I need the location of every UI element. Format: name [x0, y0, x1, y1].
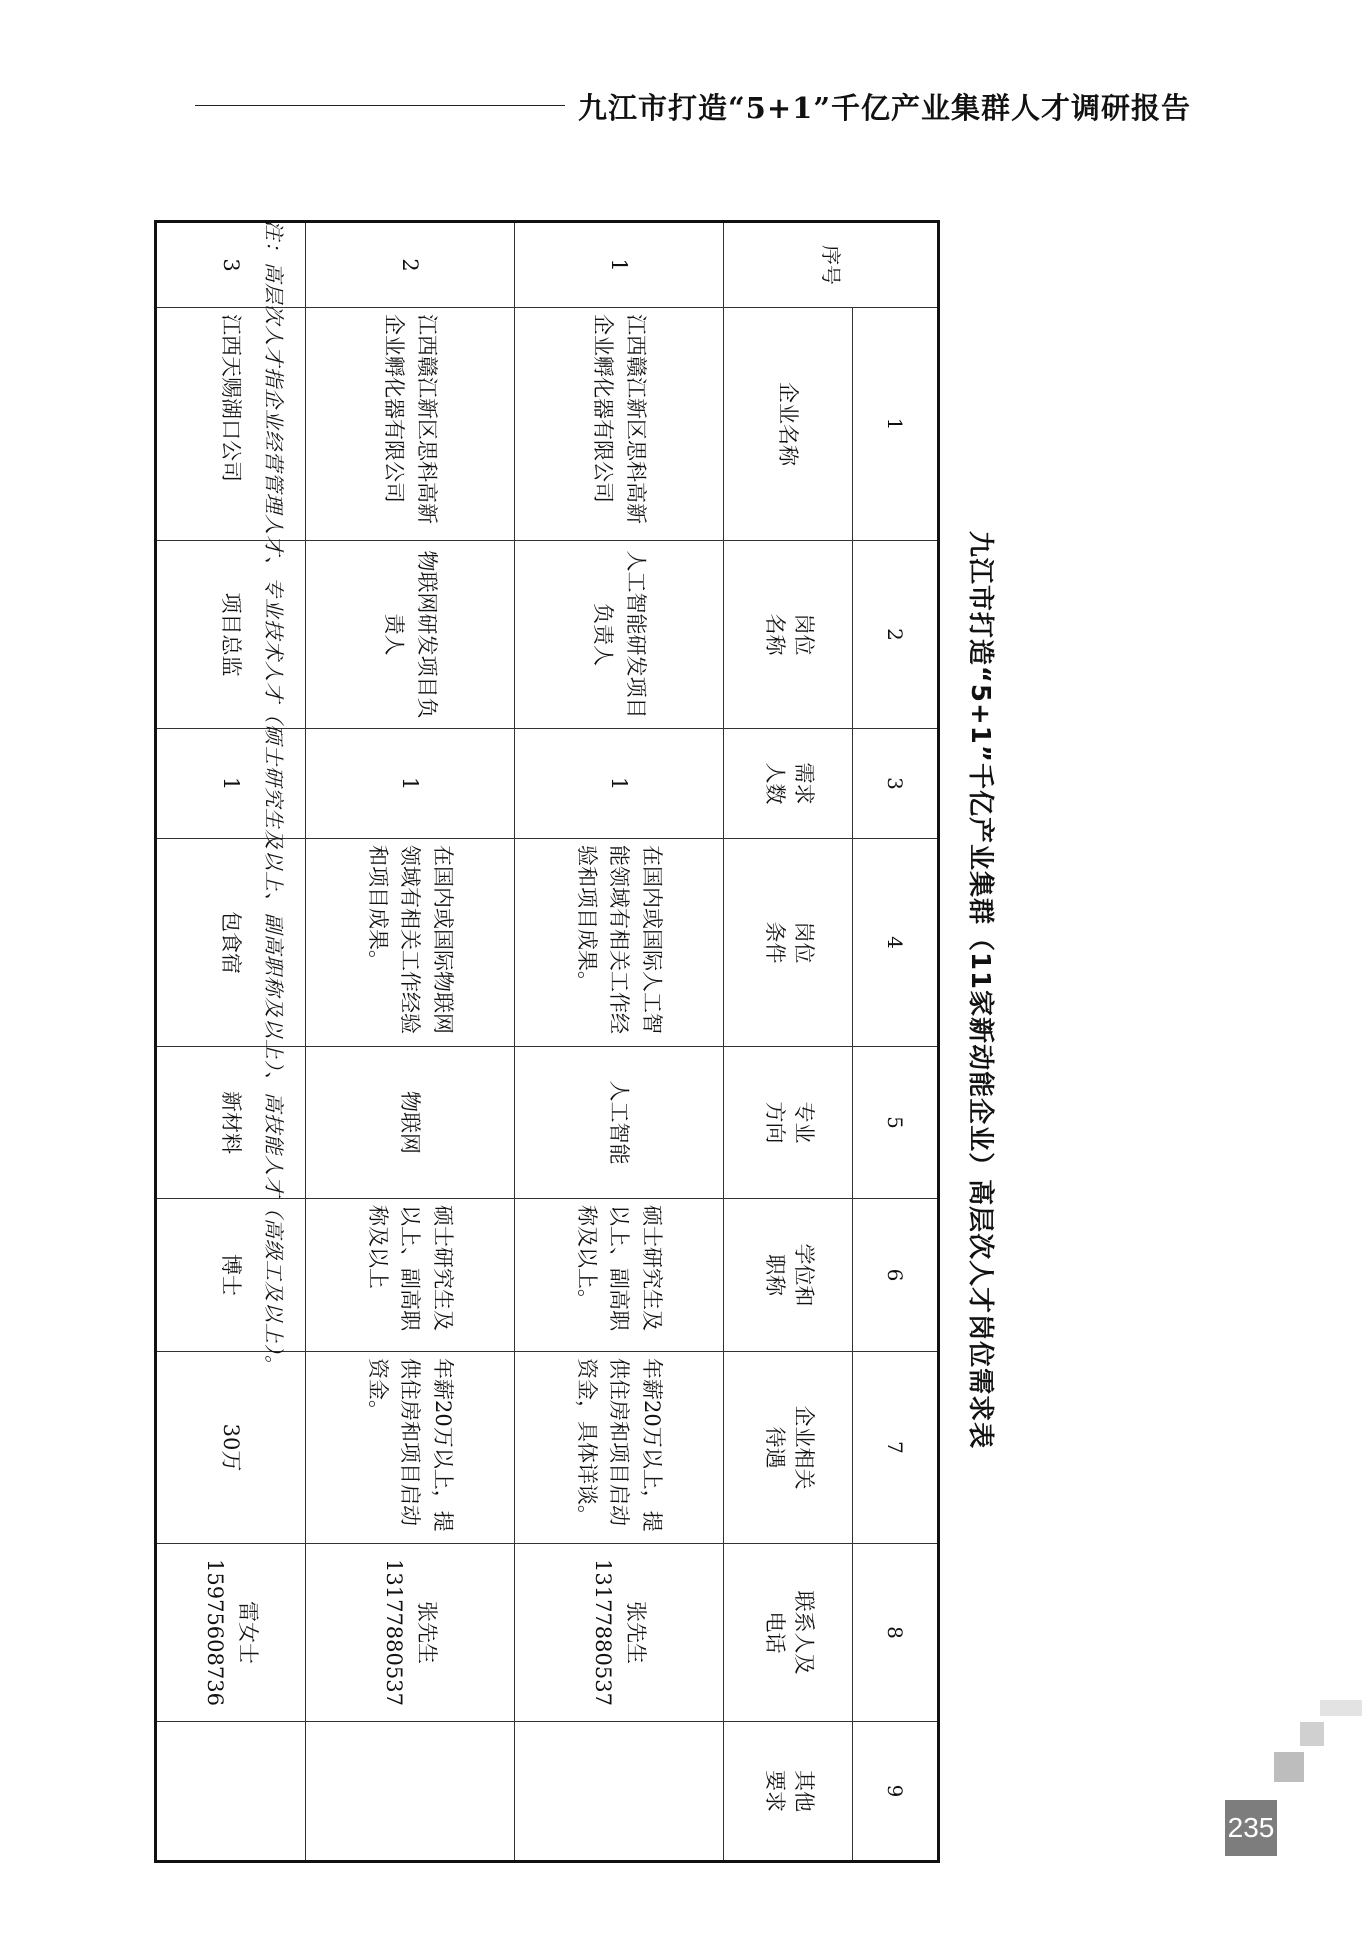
column-header: 需求人数 — [724, 729, 853, 839]
benefits-cell: 30万 — [156, 1352, 306, 1544]
major-cell: 物联网 — [306, 1047, 515, 1199]
running-header-title: 九江市打造“5+1”千亿产业集群人才调研报告 — [578, 91, 1192, 125]
column-header: 企业相关待遇 — [724, 1352, 853, 1544]
major-cell: 新材料 — [156, 1047, 306, 1199]
position-cell: 人工智能研发项目负责人 — [515, 541, 724, 729]
conditions-cell: 在国内或国际人工智能领域有相关工作经验和项目成果。 — [515, 839, 724, 1047]
contact-name: 张先生 — [414, 1601, 439, 1664]
position-cell: 物联网研发项目负责人 — [306, 541, 515, 729]
column-number: 2 — [853, 541, 939, 729]
count-cell: 1 — [515, 729, 724, 839]
page-number: 235 — [1225, 1800, 1277, 1856]
table-title: 九江市打造“5+1”千亿产业集群（11家新动能企业）高层次人才岗位需求表 — [965, 530, 995, 1450]
benefits-cell: 年薪20万以上，提供住房和项目启动资金，具体详谈。 — [515, 1352, 724, 1544]
column-number: 5 — [853, 1047, 939, 1199]
table-footnote: 注：高层次人才指企业经营管理人才、专业技术人才（硕士研究生及以上、副高职称及以上）、高技能人才（高级工及以上）。 — [262, 220, 286, 1376]
column-header: 学位和职称 — [724, 1199, 853, 1352]
contact-name: 雷女士 — [235, 1601, 260, 1664]
conditions-cell: 在国内或国际物联网领域有相关工作经验和项目成果。 — [306, 839, 515, 1047]
degree-cell: 博士 — [156, 1199, 306, 1352]
conditions-cell: 包食宿 — [156, 839, 306, 1047]
header-rule — [195, 105, 565, 106]
other-cell — [306, 1722, 515, 1862]
column-number: 1 — [853, 308, 939, 541]
degree-cell: 硕士研究生及以上、副高职称及以上 — [306, 1199, 515, 1352]
column-header: 岗位名称 — [724, 541, 853, 729]
contact-phone: 13177880537 — [591, 1559, 615, 1706]
column-header: 岗位条件 — [724, 839, 853, 1047]
column-number: 6 — [853, 1199, 939, 1352]
benefits-cell: 年薪20万以上，提供住房和项目启动资金。 — [306, 1352, 515, 1544]
decorative-square — [1274, 1752, 1304, 1782]
rotated-table-region — [203, 220, 1000, 1812]
contact-cell — [515, 1544, 724, 1722]
contact-phone: 13177880537 — [382, 1559, 406, 1706]
company-cell: 江西赣江新区思科高新企业孵化器有限公司 — [515, 308, 724, 541]
contact-phone: 15975608736 — [203, 1559, 227, 1706]
company-cell: 江西天赐湖口公司 — [156, 308, 306, 541]
column-header: 专业方向 — [724, 1047, 853, 1199]
position-cell: 项目总监 — [156, 541, 306, 729]
major-cell: 人工智能 — [515, 1047, 724, 1199]
table-row — [306, 222, 515, 1862]
count-cell: 1 — [156, 729, 306, 839]
seq-cell: 2 — [306, 222, 515, 308]
contact-name: 张先生 — [623, 1601, 648, 1664]
column-header: 其他要求 — [724, 1722, 853, 1862]
contact-cell — [306, 1544, 515, 1722]
seq-cell: 3 — [156, 222, 306, 308]
column-header: 联系人及电话 — [724, 1544, 853, 1722]
company-cell: 江西赣江新区思科高新企业孵化器有限公司 — [306, 308, 515, 541]
column-number-row — [853, 222, 939, 1862]
seq-cell: 1 — [515, 222, 724, 308]
column-number: 9 — [853, 1722, 939, 1862]
seq-header-cell: 序号 — [724, 222, 939, 308]
degree-cell: 硕士研究生及以上、副高职称及以上。 — [515, 1199, 724, 1352]
column-number: 4 — [853, 839, 939, 1047]
table-row — [515, 222, 724, 1862]
other-cell — [515, 1722, 724, 1862]
decorative-square — [1300, 1722, 1324, 1746]
column-number: 3 — [853, 729, 939, 839]
decorative-square — [1320, 1700, 1362, 1716]
count-cell: 1 — [306, 729, 515, 839]
column-header-row — [724, 222, 853, 1862]
column-number: 7 — [853, 1352, 939, 1544]
column-number: 8 — [853, 1544, 939, 1722]
column-header: 企业名称 — [724, 308, 853, 541]
